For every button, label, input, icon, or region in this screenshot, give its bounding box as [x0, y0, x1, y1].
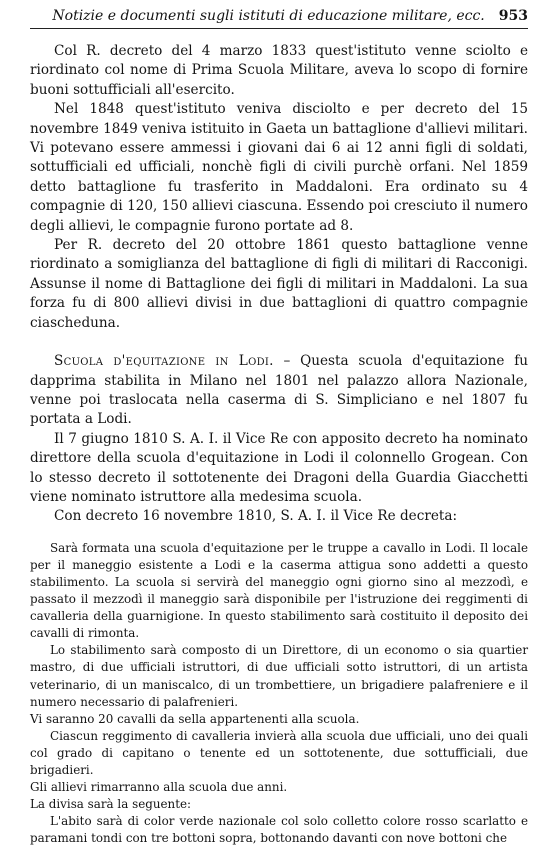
page-number: 953: [498, 8, 528, 24]
decree-paragraph: La divisa sarà la seguente:: [30, 797, 192, 812]
section-heading: Scuola d'equitazione in Lodi.: [54, 353, 274, 370]
decree-quotation: [30, 540, 528, 847]
paragraph: Con decreto 16 novembre 1810, S. A. I. il Vice Re decreta:: [54, 508, 458, 525]
decree-paragraph: Sarà formata una scuola d'equitazione per le truppe a cavallo in Lodi. Il locale per il maneggio esistente a Lodi e la caserma attigua sono addetti a questo stabilimento. La scuola si servirà del maneggio ogni giorno sino al mezzodì, e passato il mezzodì il maneggio sarà disponibile per l'istruzione dei reggimenti di cavalleria della guarnigione. In questo stabilimento sarà costituito il deposito dei cavalli di rimonta.: [30, 540, 528, 641]
running-header: [30, 8, 528, 29]
paragraph: Per R. decreto del 20 ottobre 1861 questo battaglione venne riordinato a somiglianza del battaglione di figli di militari di Racconigi. Assunse il nome di Battaglione dei figli di militari in Maddaloni. La sua forza fu di 800 allievi divisi in due battaglioni di quattro compagnie ciascheduna.: [30, 237, 528, 331]
running-title: Notizie e documenti sugli istituti di educazione militare, ecc.: [52, 8, 485, 24]
decree-paragraph: Lo stabilimento sarà composto di un Direttore, di un economo o sia quartier mastro, di due ufficiali istruttori, di due ufficiali sotto istruttori, di un artista veterinario, di un maniscalco, di un trombettiere, un brigadiere palafreniere e il numero necessario di palafrenieri.: [30, 643, 528, 709]
paragraph: Il 7 giugno 1810 S. A. I. il Vice Re con apposito decreto ha nominato direttore della scuola d'equitazione in Lodi il colonnello Grogean. Con lo stesso decreto il sottotenente dei Dragoni della Guardia Giacchetti viene nominato istruttore alla medesima scuola.: [30, 430, 528, 505]
paragraph: Col R. decreto del 4 marzo 1833 quest'istituto venne sciolto e riordinato col nome di Prima Scuola Militare, aveva lo scopo di fornire buoni sottufficiali all'esercito.: [30, 43, 528, 98]
body-text: [30, 42, 528, 527]
decree-paragraph: Gli allievi rimarranno alla scuola due anni.: [30, 780, 288, 795]
decree-paragraph: Ciascun reggimento di cavalleria invierà alla scuola due ufficiali, uno dei quali col grado di capitano o tenente ed un sottotenente, due sottufficiali, due brigadieri.: [30, 728, 528, 777]
section-intro-text: – Questa scuola d'equitazione fu dapprima stabilita in Milano nel 1801 nel palazzo allora Nazionale, venne poi traslocata nella caserma di S. Simpliciano e nel 1807 fu portata a Lodi.: [30, 353, 528, 428]
decree-paragraph: L'abito sarà di color verde nazionale col solo colletto colore rosso scarlatto e paramani tondi con tre bottoni sopra, bottonando davanti con nove bottoni che: [30, 814, 528, 846]
section-intro-paragraph: [30, 352, 528, 430]
paragraph: Nel 1848 quest'istituto veniva disciolto e per decreto del 15 novembre 1849 veniva istituito in Gaeta un battaglione d'allievi militari. Vi potevano essere ammessi i giovani dai 6 ai 12 anni figli di soldati, sottufficiali ed ufficiali, nonchè figli di civili purchè orfani. Nel 1859 detto battaglione fu trasferito in Maddaloni. Era ordinato su 4 compagnie di 120, 150 allievi ciascuna. Essendo poi cresciuto il numero degli allievi, le compagnie furono portate ad 8.: [30, 101, 528, 234]
decree-paragraph: Vi saranno 20 cavalli da sella appartenenti alla scuola.: [30, 711, 360, 726]
